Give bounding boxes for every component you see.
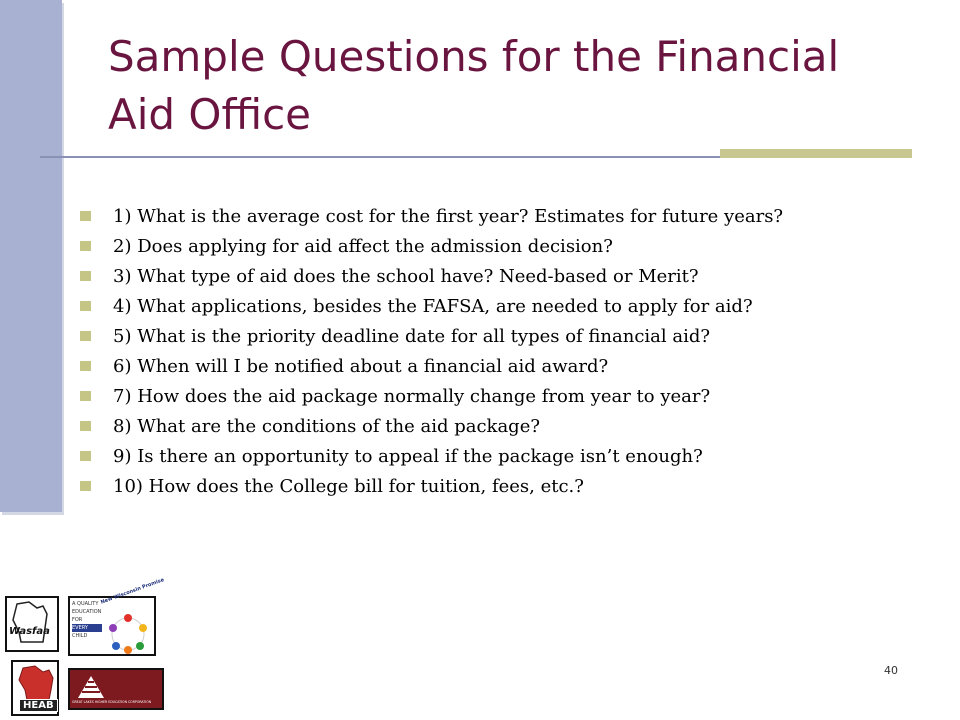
bullet-square-icon bbox=[80, 421, 91, 431]
list-item-text: 9) Is there an opportunity to appeal if the package isn’t enough? bbox=[113, 446, 703, 467]
list-item bbox=[80, 266, 890, 287]
list-item bbox=[80, 416, 890, 437]
list-item-text: 6) When will I be notified about a financial aid award? bbox=[113, 356, 609, 377]
new-wisconsin-promise-logo bbox=[68, 577, 165, 656]
list-item bbox=[80, 326, 890, 347]
promise-line: FOR bbox=[72, 617, 83, 623]
great-lakes-text: GREAT LAKES HIGHER EDUCATION CORPORATION bbox=[72, 700, 152, 704]
bullet-square-icon bbox=[80, 451, 91, 461]
bullet-square-icon bbox=[80, 271, 91, 281]
slide-number: 40 bbox=[884, 664, 898, 677]
bullet-square-icon bbox=[80, 391, 91, 401]
list-item bbox=[80, 356, 890, 377]
question-list bbox=[80, 206, 890, 506]
list-item-text: 7) How does the aid package normally change from year to year? bbox=[113, 386, 711, 407]
promise-line: CHILD bbox=[72, 633, 88, 639]
promise-line: EVERY bbox=[72, 624, 102, 632]
heab-logo-text: HEAB bbox=[19, 699, 58, 712]
promise-arc-text: New Wisconsin Promise bbox=[100, 577, 165, 606]
list-item-text: 4) What applications, besides the FAFSA, are needed to apply for aid? bbox=[113, 296, 753, 317]
roof-stripes-icon bbox=[76, 674, 106, 700]
wisconsin-map-icon bbox=[7, 598, 57, 650]
children-circle-icon bbox=[100, 610, 156, 656]
bullet-square-icon bbox=[80, 211, 91, 221]
bullet-square-icon bbox=[80, 241, 91, 251]
great-lakes-logo bbox=[68, 668, 164, 710]
bullet-square-icon bbox=[80, 481, 91, 491]
promise-line: EDUCATION bbox=[72, 609, 102, 615]
wasfaa-logo bbox=[5, 596, 59, 652]
list-item bbox=[80, 236, 890, 257]
list-item-text: 3) What type of aid does the school have? Need-based or Merit? bbox=[113, 266, 699, 287]
title-accent-bar bbox=[720, 149, 912, 158]
wasfaa-logo-text: Wasfaa bbox=[9, 626, 50, 637]
list-item bbox=[80, 476, 890, 497]
list-item-text: 5) What is the priority deadline date for all types of financial aid? bbox=[113, 326, 711, 347]
wisconsin-map-icon bbox=[15, 664, 59, 704]
heab-logo bbox=[11, 660, 59, 716]
bullet-square-icon bbox=[80, 331, 91, 341]
title-underline bbox=[40, 156, 730, 158]
list-item-text: 8) What are the conditions of the aid package? bbox=[113, 416, 541, 437]
list-item-text: 10) How does the College bill for tuition, fees, etc.? bbox=[113, 476, 584, 497]
promise-line: A QUALITY bbox=[72, 601, 99, 607]
list-item-text: 1) What is the average cost for the first year? Estimates for future years? bbox=[113, 206, 784, 227]
left-accent-bar bbox=[0, 0, 62, 512]
slide-title: Sample Questions for the Financial Aid Office bbox=[108, 32, 840, 139]
list-item-text: 2) Does applying for aid affect the admission decision? bbox=[113, 236, 613, 257]
list-item bbox=[80, 296, 890, 317]
list-item bbox=[80, 206, 890, 227]
bullet-square-icon bbox=[80, 301, 91, 311]
bullet-square-icon bbox=[80, 361, 91, 371]
list-item bbox=[80, 386, 890, 407]
list-item bbox=[80, 446, 890, 467]
